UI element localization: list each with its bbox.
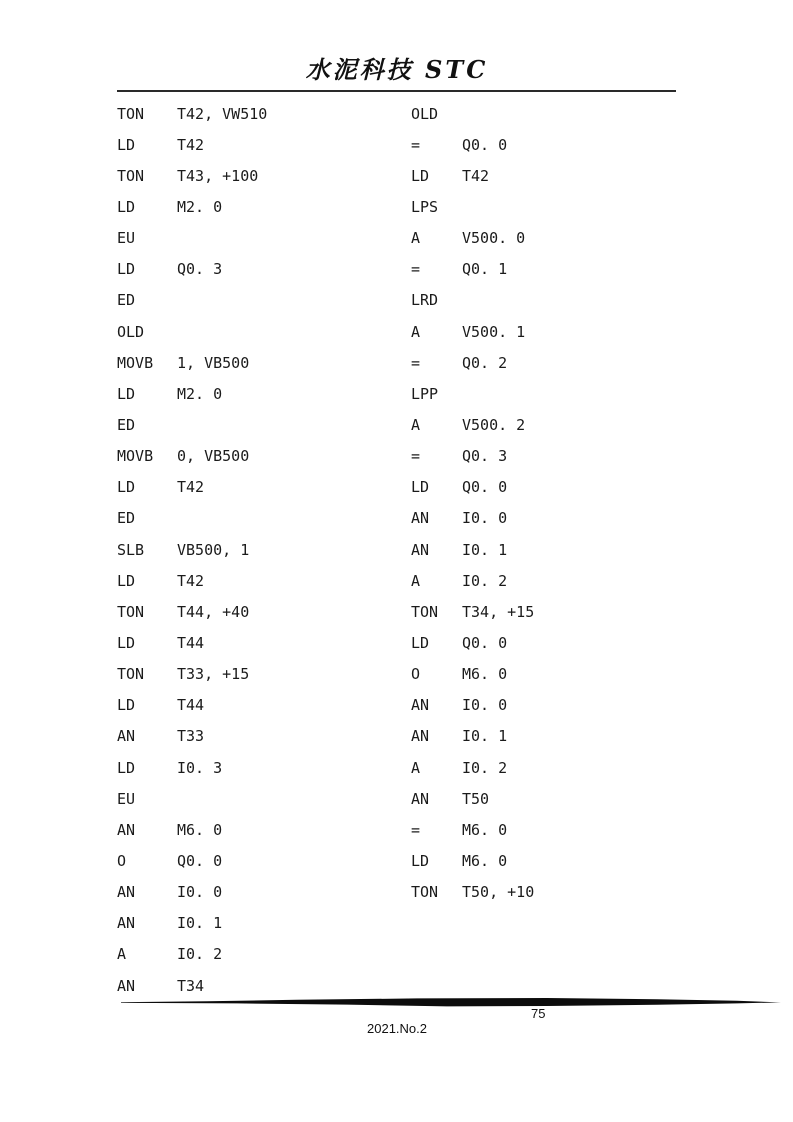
opcode: A [411, 229, 421, 248]
operand: V500. 1 [462, 322, 526, 341]
operand: Q0. 0 [462, 135, 508, 154]
opcode: LD [117, 633, 136, 652]
operand: Q0. 3 [177, 260, 223, 279]
opcode: ED [117, 415, 136, 434]
opcode: LD [117, 696, 136, 715]
opcode: SLB [117, 540, 145, 559]
operand: I0. 2 [177, 945, 223, 964]
operand: I0. 1 [462, 540, 508, 559]
opcode: EU [117, 229, 136, 248]
operand: I0. 2 [462, 571, 508, 590]
opcode: A [117, 945, 127, 964]
opcode: A [411, 758, 421, 777]
code-row [411, 285, 534, 316]
opcode: ED [117, 509, 136, 528]
operand: M2. 0 [177, 197, 223, 216]
opcode: LD [411, 851, 430, 870]
code-row [117, 441, 267, 472]
code-row [411, 627, 534, 658]
opcode: LD [117, 197, 136, 216]
opcode: LRD [411, 291, 439, 310]
code-row [411, 191, 534, 222]
opcode: LD [117, 135, 136, 154]
opcode: LD [117, 571, 136, 590]
opcode: = [411, 260, 421, 279]
opcode: A [411, 322, 421, 341]
operand: T43, +100 [177, 166, 259, 185]
opcode: LPP [411, 384, 439, 403]
code-row [411, 160, 534, 191]
opcode: LD [411, 166, 430, 185]
code-row [117, 565, 267, 596]
code-row [117, 129, 267, 160]
operand: T33, +15 [177, 665, 250, 684]
opcode: AN [117, 820, 136, 839]
code-row [411, 378, 534, 409]
opcode: AN [117, 727, 136, 746]
operand: T50 [462, 789, 490, 808]
opcode: = [411, 353, 421, 372]
code-row [411, 503, 534, 534]
code-row [117, 939, 267, 970]
code-row [117, 160, 267, 191]
code-row [411, 721, 534, 752]
code-row [411, 98, 534, 129]
code-row [117, 659, 267, 690]
code-row [117, 690, 267, 721]
journal-title: 水泥科技 STC [305, 55, 489, 84]
operand: V500. 2 [462, 415, 526, 434]
code-row [411, 223, 534, 254]
operand: Q0. 0 [462, 478, 508, 497]
opcode: AN [117, 883, 136, 902]
code-row [411, 783, 534, 814]
operand: M6. 0 [462, 820, 508, 839]
code-row [411, 347, 534, 378]
opcode: EU [117, 789, 136, 808]
code-row [117, 534, 267, 565]
operand: I0. 3 [177, 758, 223, 777]
code-row [117, 627, 267, 658]
operand: I0. 0 [177, 883, 223, 902]
code-row [411, 752, 534, 783]
operand: T33 [177, 727, 205, 746]
code-row [117, 596, 267, 627]
operand: I0. 2 [462, 758, 508, 777]
code-row [117, 908, 267, 939]
opcode: AN [411, 789, 430, 808]
opcode: LD [117, 478, 136, 497]
opcode: OLD [117, 322, 145, 341]
code-row [117, 254, 267, 285]
operand: T42 [462, 166, 490, 185]
operand: Q0. 1 [462, 260, 508, 279]
opcode: TON [117, 602, 145, 621]
code-row [117, 409, 267, 440]
opcode: AN [117, 976, 136, 995]
operand: 0, VB500 [177, 447, 250, 466]
opcode: LD [411, 478, 430, 497]
opcode: LD [411, 633, 430, 652]
opcode: MOVB [117, 353, 154, 372]
operand: M6. 0 [462, 851, 508, 870]
code-row [411, 659, 534, 690]
code-row [117, 472, 267, 503]
operand: T42, VW510 [177, 104, 268, 123]
code-row [411, 877, 534, 908]
opcode: ED [117, 291, 136, 310]
code-row [117, 783, 267, 814]
opcode: LD [117, 384, 136, 403]
code-row [411, 596, 534, 627]
operand: T34 [177, 976, 205, 995]
operand: T44 [177, 696, 205, 715]
opcode: TON [411, 602, 439, 621]
opcode: O [411, 665, 421, 684]
opcode: OLD [411, 104, 439, 123]
opcode: AN [117, 914, 136, 933]
opcode: AN [411, 696, 430, 715]
code-row [411, 690, 534, 721]
code-row [117, 814, 267, 845]
operand: Q0. 0 [462, 633, 508, 652]
header-rule [117, 90, 676, 92]
opcode: AN [411, 727, 430, 746]
opcode: LPS [411, 197, 439, 216]
code-row [117, 98, 267, 129]
operand: T42 [177, 478, 205, 497]
operand: I0. 0 [462, 696, 508, 715]
operand: T34, +15 [462, 602, 535, 621]
operand: T42 [177, 571, 205, 590]
code-row [411, 534, 534, 565]
operand: T44 [177, 633, 205, 652]
opcode: O [117, 851, 127, 870]
opcode: LD [117, 260, 136, 279]
code-row [117, 347, 267, 378]
code-row [117, 877, 267, 908]
code-row [411, 814, 534, 845]
operand: Q0. 0 [177, 851, 223, 870]
code-row [411, 409, 534, 440]
opcode: AN [411, 509, 430, 528]
operand: M6. 0 [177, 820, 223, 839]
code-row [411, 254, 534, 285]
issue-label: 2021.No.2 [367, 1021, 427, 1036]
opcode: LD [117, 758, 136, 777]
operand: T44, +40 [177, 602, 250, 621]
code-row [411, 565, 534, 596]
code-row [117, 721, 267, 752]
code-row [117, 223, 267, 254]
page-number: 75 [531, 1006, 546, 1021]
opcode: TON [117, 104, 145, 123]
operand: 1, VB500 [177, 353, 250, 372]
operand: I0. 0 [462, 509, 508, 528]
code-column-left [117, 98, 267, 1001]
operand: VB500, 1 [177, 540, 250, 559]
code-row [411, 845, 534, 876]
code-row [411, 472, 534, 503]
operand: I0. 1 [177, 914, 223, 933]
opcode: TON [117, 166, 145, 185]
operand: T42 [177, 135, 205, 154]
opcode: = [411, 447, 421, 466]
code-row [117, 378, 267, 409]
opcode: = [411, 135, 421, 154]
opcode: A [411, 571, 421, 590]
code-row [117, 285, 267, 316]
operand: Q0. 2 [462, 353, 508, 372]
code-row [117, 845, 267, 876]
code-row [117, 316, 267, 347]
code-row [117, 752, 267, 783]
code-column-right [411, 98, 534, 908]
operand: M6. 0 [462, 665, 508, 684]
code-row [411, 441, 534, 472]
opcode: TON [117, 665, 145, 684]
operand: I0. 1 [462, 727, 508, 746]
opcode: = [411, 820, 421, 839]
opcode: TON [411, 883, 439, 902]
code-row [411, 129, 534, 160]
code-row [411, 316, 534, 347]
operand: Q0. 3 [462, 447, 508, 466]
footer-rule [117, 995, 785, 1011]
operand: V500. 0 [462, 229, 526, 248]
operand: M2. 0 [177, 384, 223, 403]
opcode: AN [411, 540, 430, 559]
operand: T50, +10 [462, 883, 535, 902]
opcode: A [411, 415, 421, 434]
code-row [117, 191, 267, 222]
code-row [117, 503, 267, 534]
opcode: MOVB [117, 447, 154, 466]
